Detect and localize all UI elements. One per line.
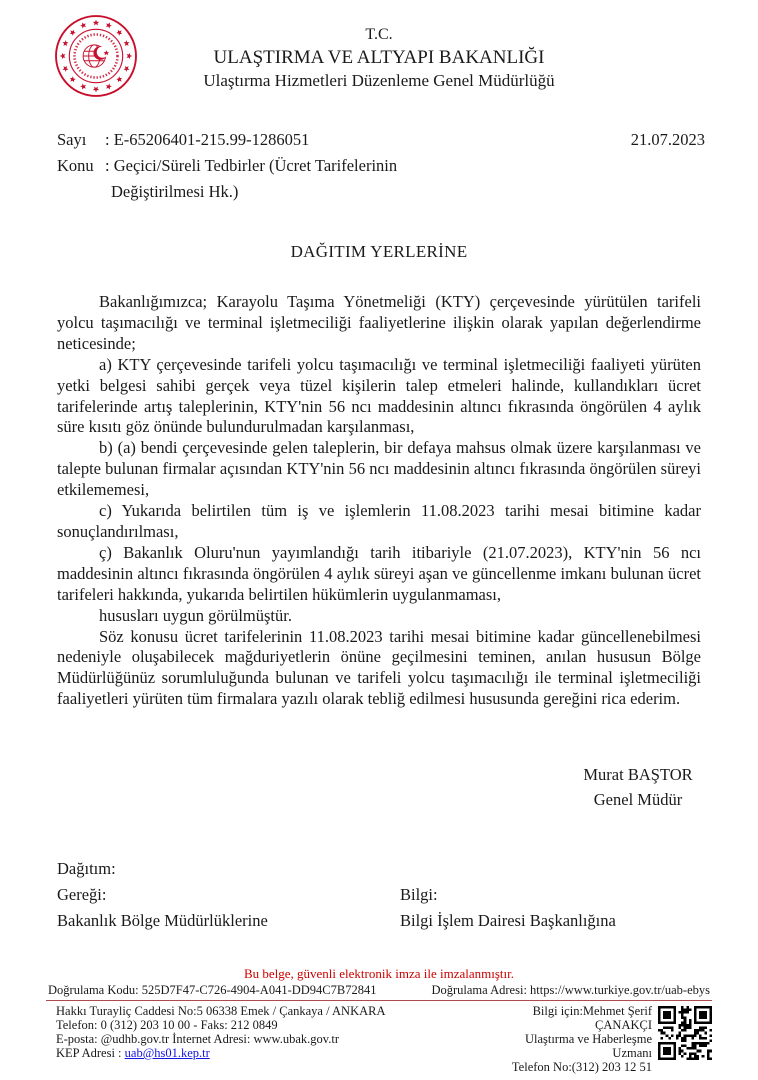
footer-contact	[512, 1004, 658, 1074]
body-paragraph: ç) Bakanlık Oluru'nun yayımlandığı tarih itibariyle (21.07.2023), KTY'nin 56 ncı maddesinin altıncı fıkrasında öngörülen 4 aylık süreyi aşan ve güncellenme imkanı bulunan ücret tarifeleri hakkında, yukarıda belirtilen hükümlerin uygulanmaması,	[57, 542, 701, 604]
konu-value-line2: Değiştirilmesi Hk.)	[111, 182, 239, 201]
body-paragraph: a) KTY çerçevesinde tarifeli yolcu taşımacılığı ve terminal işletmeciliği faaliyeti yürüten yetki belgesi sahibi gerçek veya tüzel kişilerin talep etmeleri halinde, kullandıkları ücret tarifelerinde artış taleplerinin, KTY'nin 56 ncı maddesinin altıncı fıkrasında öngörülen 4 aylık süre kısıtı göz önünde bulundurulmadan karşılanması,	[57, 354, 701, 437]
sayi-value: : E-65206401-215.99-1286051	[105, 130, 310, 149]
contact-line: Ulaştırma ve Haberleşme	[524, 1032, 652, 1046]
letterhead-ministry: ULAŞTIRMA VE ALTYAPI BAKANLIĞI	[213, 47, 545, 68]
distribution-bilgi-item: Bilgi İşlem Dairesi Başkanlığına	[400, 911, 616, 931]
kep-link[interactable]: uab@hs01.kep.tr	[124, 1046, 210, 1060]
kep-address-line	[56, 1046, 386, 1060]
konu-label: Konu	[57, 156, 94, 175]
signer-name: Murat BAŞTOR	[583, 765, 693, 785]
contact-line: Bilgi için:Mehmet Şerif	[532, 1004, 652, 1018]
body-paragraph: b) (a) bendi çerçevesinde gelen taleplerin, bir defaya mahsus olmak üzere karşılanması ve talepte bulunan firmalar açısından KTY'nin 56 ncı maddesinin altıncı fıkrasında öngörülen süreyi etkilememesi,	[57, 438, 701, 500]
verification-code: Doğrulama Kodu: 525D7F47-C726-4904-A041-DD94C7B72841	[48, 983, 377, 997]
body-paragraph: c) Yukarıda belirtilen tüm iş ve işlemlerin 11.08.2023 tarihi mesai bitimine kadar sonuçlandırılması,	[57, 501, 701, 541]
esign-notice: Bu belge, güvenli elektronik imza ile imzalanmıştır.	[243, 966, 515, 981]
reference-block	[57, 127, 705, 205]
qr-code	[658, 1006, 712, 1060]
footer-address	[46, 1004, 386, 1074]
body-text	[57, 292, 701, 710]
footer-divider	[46, 1000, 712, 1001]
letterhead-tc: T.C.	[365, 26, 393, 43]
letterhead-directorate: Ulaştırma Hizmetleri Düzenleme Genel Müdürlüğü	[203, 71, 555, 90]
body-paragraph: Söz konusu ücret tarifelerinin 11.08.2023 tarihi mesai bitimine kadar güncellenebilmesi nedeniyle oluşabilecek mağduriyetlerin önüne geçilmesini teminen, anılan hususun Bölge Müdürlüğünüz sorumluluğunda bulunan ve tarifeli yolcu taşımacılığı ile terminal işletmeciliği faaliyetleri yürüten tüm firmalara yazılı olarak tebliğ edilmesi hususunda gereğini rica ederim.	[57, 626, 701, 709]
sayi-label: Sayı	[57, 130, 87, 149]
ministry-seal-icon	[53, 13, 139, 99]
letterhead	[0, 0, 758, 93]
distribution-geregi-item: Bakanlık Bölge Müdürlüklerine	[57, 911, 268, 931]
footer	[46, 967, 712, 1074]
konu-value-line1: : Geçici/Süreli Tedbirler (Ücret Tarifelerinin	[105, 156, 398, 175]
verification-address: Doğrulama Adresi: https://www.turkiye.gov.tr/uab-ebys	[431, 983, 710, 997]
contact-line: Uzmanı	[612, 1046, 652, 1060]
distribution-bilgi-label: Bilgi:	[400, 885, 438, 905]
contact-line: ÇANAKÇI	[595, 1018, 652, 1032]
address-line: Hakkı Turayliç Caddesi No:5 06338 Emek / Çankaya / ANKARA	[56, 1004, 386, 1018]
address-line: Telefon: 0 (312) 203 10 00 - Faks: 212 0849	[56, 1018, 278, 1032]
subject-heading: DAĞITIM YERLERİNE	[290, 242, 468, 261]
kep-label: KEP Adresi :	[56, 1046, 125, 1060]
signature-block	[548, 762, 728, 812]
signer-title: Genel Müdür	[593, 790, 683, 810]
body-paragraph: Bakanlığımızca; Karayolu Taşıma Yönetmeliği (KTY) çerçevesinde yürütülen tarifeli yolcu taşımacılığı ve terminal işletmeciliği faaliyetlerine ilişkin olarak yapılan değerlendirme neticesinde;	[57, 292, 701, 353]
contact-line: Telefon No:(312) 203 12 51	[511, 1060, 652, 1074]
distribution-block	[57, 856, 701, 934]
address-line: E-posta: @udhb.gov.tr İnternet Adresi: www.ubak.gov.tr	[56, 1032, 339, 1046]
body-paragraph: hususları uygun görülmüştür.	[99, 605, 292, 625]
distribution-title: Dağıtım:	[57, 859, 116, 879]
distribution-geregi-label: Gereği:	[57, 885, 107, 905]
document-date: 21.07.2023	[630, 130, 705, 149]
